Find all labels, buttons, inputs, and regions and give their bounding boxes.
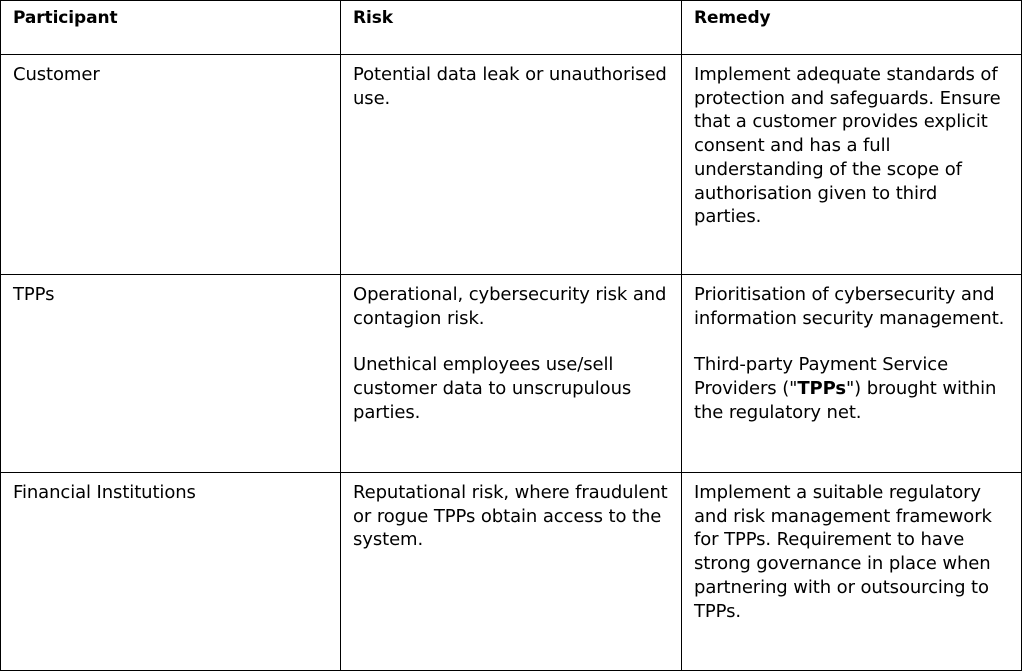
risk-text: Unethical employees use/sell customer data to unscrupulous parties.	[353, 354, 632, 423]
remedy-cell	[682, 473, 1022, 671]
definition-suffix: ") brought within the regulatory net.	[694, 378, 997, 423]
table-row-financial-institutions	[1, 473, 1022, 671]
risk-text: Operational, cybersecurity risk and contagion risk.	[353, 284, 667, 329]
risk-text: Potential data leak or unauthorised use.	[353, 64, 667, 109]
definition-prefix: Third-party Payment Service Providers ("	[694, 354, 949, 400]
participant-cell: TPPs	[1, 275, 341, 473]
remedy-cell	[682, 55, 1022, 275]
header-remedy: Remedy	[682, 1, 1022, 55]
remedy-cell	[682, 275, 1022, 473]
header-risk: Risk	[341, 1, 682, 55]
risk-text: Reputational risk, where fraudulent or rogue TPPs obtain access to the system.	[353, 482, 668, 551]
header-participant: Participant	[1, 1, 341, 55]
remedy-text-tpp-definition	[694, 353, 1009, 424]
participant-cell: Customer	[1, 55, 341, 275]
remedy-text: Implement a suitable regulatory and risk management framework for TPPs. Requirement to have strong governance in place when partnering with or outsourcing to TPPs.	[694, 482, 992, 622]
remedy-text: Prioritisation of cybersecurity and information security management.	[694, 284, 1005, 329]
defined-term: TPPs	[797, 378, 846, 400]
risk-cell	[341, 275, 682, 473]
remedy-text: Implement adequate standards of protection and safeguards. Ensure that a customer provides explicit consent and has a full understanding of the scope of authorisation given to third parties.	[694, 64, 1001, 228]
participant-cell: Financial Institutions	[1, 473, 341, 671]
risk-cell	[341, 473, 682, 671]
table-row-customer	[1, 55, 1022, 275]
table-row-tpps	[1, 275, 1022, 473]
risk-cell	[341, 55, 682, 275]
table-header-row	[1, 1, 1022, 55]
